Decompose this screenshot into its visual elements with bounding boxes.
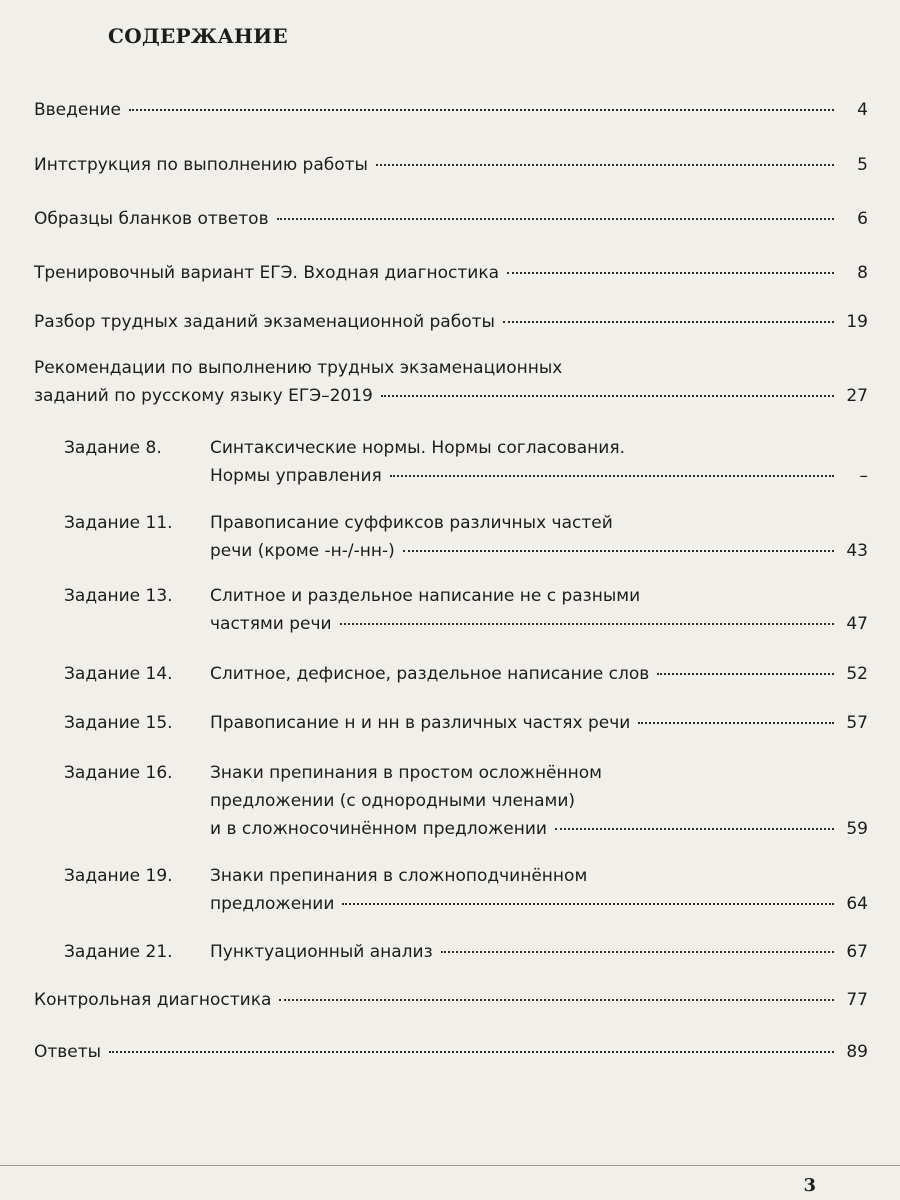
task-label: Задание 19. [64, 866, 173, 886]
task-title [210, 759, 868, 843]
entry-page-number: 19 [846, 312, 868, 332]
toc-entry [34, 1038, 868, 1066]
entry-last-line [210, 660, 868, 688]
toc-entry [34, 354, 868, 410]
entry-page-number: 47 [846, 614, 868, 634]
task-label: Задание 8. [64, 438, 162, 458]
task-title [210, 660, 868, 688]
entry-title-line: Правописание суффиксов различных частей [210, 513, 613, 533]
entry-page-number: 5 [857, 155, 868, 175]
entry-title-line: заданий по русскому языку ЕГЭ–2019 [34, 386, 373, 406]
entry-page-number: 6 [857, 209, 868, 229]
entry-title-line: Слитное и раздельное написание не с разными [210, 586, 641, 606]
dot-leader [277, 217, 834, 220]
entry-title-line: речи (кроме -н-/-нн-) [210, 541, 395, 561]
entry-title-line: Пунктуационный анализ [210, 942, 433, 962]
entry-page-number: 52 [846, 664, 868, 684]
entry-title-line: Введение [34, 100, 121, 120]
toc-entry [64, 938, 868, 966]
entry-last-line [34, 259, 868, 287]
toc-entry [64, 434, 868, 490]
entry-title-line: Рекомендации по выполнению трудных экзаменационных [34, 358, 563, 378]
dot-leader [503, 320, 834, 323]
toc-entry [64, 660, 868, 688]
entry-title-line: предложении (с однородными членами) [210, 791, 575, 811]
dot-leader [109, 1050, 834, 1053]
entry-last-line [210, 709, 868, 737]
entry-title-line: Контрольная диагностика [34, 990, 272, 1010]
entry-title-line: предложении [210, 894, 335, 914]
entry-page-number: 89 [846, 1042, 868, 1062]
entry-title-line: Нормы управления [210, 466, 382, 486]
entry-title-line: частями речи [210, 614, 332, 634]
entry-last-line [210, 938, 868, 966]
entry-page-number: 59 [846, 819, 868, 839]
dot-leader [657, 672, 834, 675]
entry-title-line: Знаки препинания в простом осложнённом [210, 763, 602, 783]
entry-title-line: Интструкция по выполнению работы [34, 155, 368, 175]
entry-page-number: 57 [846, 713, 868, 733]
task-title [210, 434, 868, 490]
dot-leader [441, 950, 834, 953]
entry-page-number: 4 [857, 100, 868, 120]
entry-title-line: и в сложносочинённом предложении [210, 819, 547, 839]
entry-last-line [210, 610, 868, 638]
entry-page-number: 43 [846, 541, 868, 561]
dot-leader [342, 902, 834, 905]
entry-last-line [210, 815, 868, 843]
entry-title-line: Образцы бланков ответов [34, 209, 269, 229]
dot-leader [507, 271, 834, 274]
task-label: Задание 13. [64, 586, 173, 606]
task-label: Задание 21. [64, 942, 173, 962]
task-title [210, 582, 868, 638]
entry-title-line: Синтаксические нормы. Нормы согласования. [210, 438, 625, 458]
toc-entry [34, 151, 868, 179]
entry-title-line: Тренировочный вариант ЕГЭ. Входная диагностика [34, 263, 500, 283]
entry-page-number: 8 [857, 263, 868, 283]
dot-leader [638, 721, 834, 724]
entry-last-line [34, 151, 868, 179]
task-label: Задание 15. [64, 713, 173, 733]
entry-page-number: – [859, 466, 868, 486]
contents-heading: СОДЕРЖАНИЕ [108, 24, 288, 48]
entry-page-number: 67 [846, 942, 868, 962]
entry-last-line [34, 986, 868, 1014]
entry-page-number: 64 [846, 894, 868, 914]
footer-rule [0, 1165, 900, 1166]
toc-entry [34, 205, 868, 233]
entry-title-line: Разбор трудных заданий экзаменационной работы [34, 312, 495, 332]
toc-entry [64, 759, 868, 843]
entry-page-number: 77 [846, 990, 868, 1010]
dot-leader [376, 163, 834, 166]
dot-leader [279, 998, 834, 1001]
toc-entry [64, 509, 868, 565]
toc-entry [34, 96, 868, 124]
toc-entry [34, 986, 868, 1014]
entry-last-line [34, 205, 868, 233]
dot-leader [129, 108, 834, 111]
entry-last-line [34, 308, 868, 336]
dot-leader [403, 549, 834, 552]
entry-last-line [210, 462, 868, 490]
toc-entry [34, 308, 868, 336]
task-title [210, 709, 868, 737]
dot-leader [555, 827, 834, 830]
entry-page-number: 27 [846, 386, 868, 406]
entry-last-line [34, 1038, 868, 1066]
task-label: Задание 16. [64, 763, 173, 783]
page-number: 3 [803, 1175, 816, 1196]
task-label: Задание 14. [64, 664, 173, 684]
task-title [210, 509, 868, 565]
entry-title-line: Знаки препинания в сложноподчинённом [210, 866, 588, 886]
task-title [210, 862, 868, 918]
toc-entry [34, 259, 868, 287]
toc-entry [64, 709, 868, 737]
entry-title-line: Ответы [34, 1042, 102, 1062]
toc-entry [64, 862, 868, 918]
task-label: Задание 11. [64, 513, 173, 533]
entry-last-line [34, 96, 868, 124]
entry-title-line: Слитное, дефисное, раздельное написание слов [210, 664, 650, 684]
dot-leader [381, 394, 834, 397]
task-title [210, 938, 868, 966]
dot-leader [390, 474, 834, 477]
entry-title-line: Правописание н и нн в различных частях речи [210, 713, 631, 733]
toc-entry [64, 582, 868, 638]
entry-last-line [34, 382, 868, 410]
dot-leader [340, 622, 834, 625]
entry-last-line [210, 537, 868, 565]
entry-last-line [210, 890, 868, 918]
